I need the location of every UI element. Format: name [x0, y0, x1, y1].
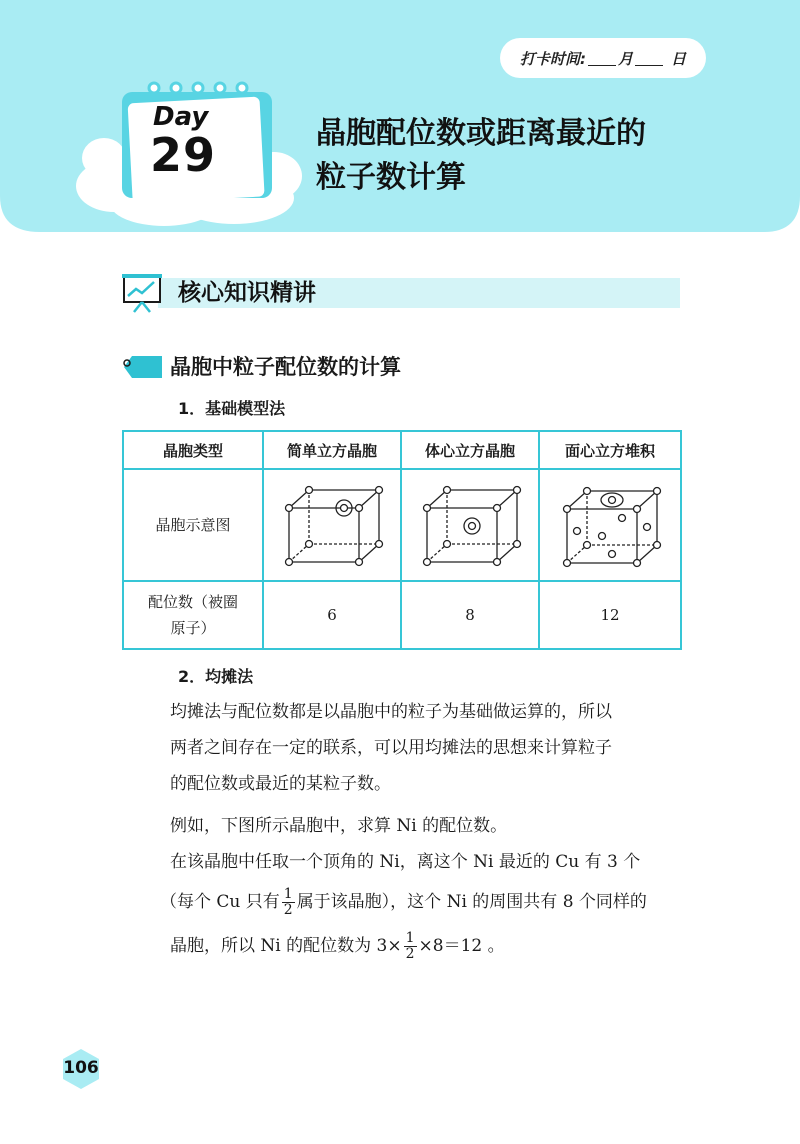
paragraph-line: 两者之间存在一定的联系，可以用均摊法的思想来计算粒子: [170, 738, 612, 758]
month-blank[interactable]: [588, 51, 616, 66]
day-word: Day: [153, 102, 209, 132]
face-centered-cubic-diagram: [555, 477, 665, 569]
paragraph-line: 在该晶胞中任取一个顶角的 Ni，离这个 Ni 最近的 Cu 有 3 个: [170, 852, 641, 872]
paragraph-line: 例如，下图所示晶胞中，求算 Ni 的配位数。: [170, 816, 508, 836]
table-header-cell: 体心立方晶胞: [401, 431, 539, 469]
page-title-line1: 晶胞配位数或距离最近的: [316, 116, 646, 151]
day-label: 日: [671, 49, 687, 68]
fraction-denominator: 2: [405, 946, 415, 962]
paragraph-line-with-fraction: [160, 884, 680, 920]
coordination-number-fcc: 12: [539, 581, 681, 649]
paragraph-line: 的配位数或最近的某粒子数。: [170, 774, 391, 794]
step-2-heading: 2．均摊法: [178, 667, 254, 686]
text-segment: 晶胞，所以 Ni 的配位数为 3×: [170, 936, 402, 956]
table-header-cell: 晶胞类型: [123, 431, 263, 469]
simple-cubic-diagram: [277, 478, 387, 568]
paragraph-line-with-fraction: [170, 928, 690, 964]
step-1-heading: 1．基础模型法: [178, 399, 286, 418]
fraction-denominator: 2: [283, 902, 293, 918]
table-header-cell: 简单立方晶胞: [263, 431, 401, 469]
section-heading: [120, 270, 680, 312]
paragraph-line: 均摊法与配位数都是以晶胞中的粒子为基础做运算的，所以: [170, 702, 612, 722]
simple-cubic-cell: [263, 469, 401, 581]
page-number: 106: [63, 1058, 99, 1078]
checkin-label: 打卡时间:: [519, 49, 586, 68]
coordination-row-label: [123, 581, 263, 649]
text-segment: （每个 Cu 只有: [160, 892, 280, 912]
month-label: 月: [617, 49, 633, 68]
coordination-number-bcc: 8: [401, 581, 539, 649]
coordination-row-label-line2: 原子）: [170, 619, 216, 637]
presentation-board-icon: [120, 272, 166, 314]
fraction-one-half: [404, 931, 417, 962]
text-segment: 属于该晶胞），这个 Ni 的周围共有 8 个同样的: [296, 892, 647, 912]
page-title-line2: 粒子数计算: [316, 160, 466, 195]
body-centered-cubic-diagram: [415, 478, 525, 568]
day-blank[interactable]: [635, 51, 663, 66]
coordination-number-simple: 6: [263, 581, 401, 649]
body-centered-cubic-cell: [401, 469, 539, 581]
page-title: [316, 112, 736, 200]
subsection-title: 晶胞中粒子配位数的计算: [170, 355, 401, 379]
fraction-numerator: 1: [283, 886, 293, 902]
table-header-cell: 面心立方堆积: [539, 431, 681, 469]
day-number: 29: [150, 128, 217, 182]
fraction-one-half: [282, 887, 295, 918]
fraction-numerator: 1: [405, 930, 415, 946]
coordination-row-label-line1: 配位数（被圈: [147, 593, 238, 611]
section-title: 核心知识精讲: [178, 280, 316, 306]
diagram-row-label: 晶胞示意图: [123, 469, 263, 581]
tag-icon: [118, 354, 166, 380]
crystal-cell-table: [122, 430, 682, 650]
face-centered-cubic-cell: [539, 469, 681, 581]
text-segment: ×8＝12 。: [418, 936, 505, 956]
checkin-box: [500, 38, 706, 78]
